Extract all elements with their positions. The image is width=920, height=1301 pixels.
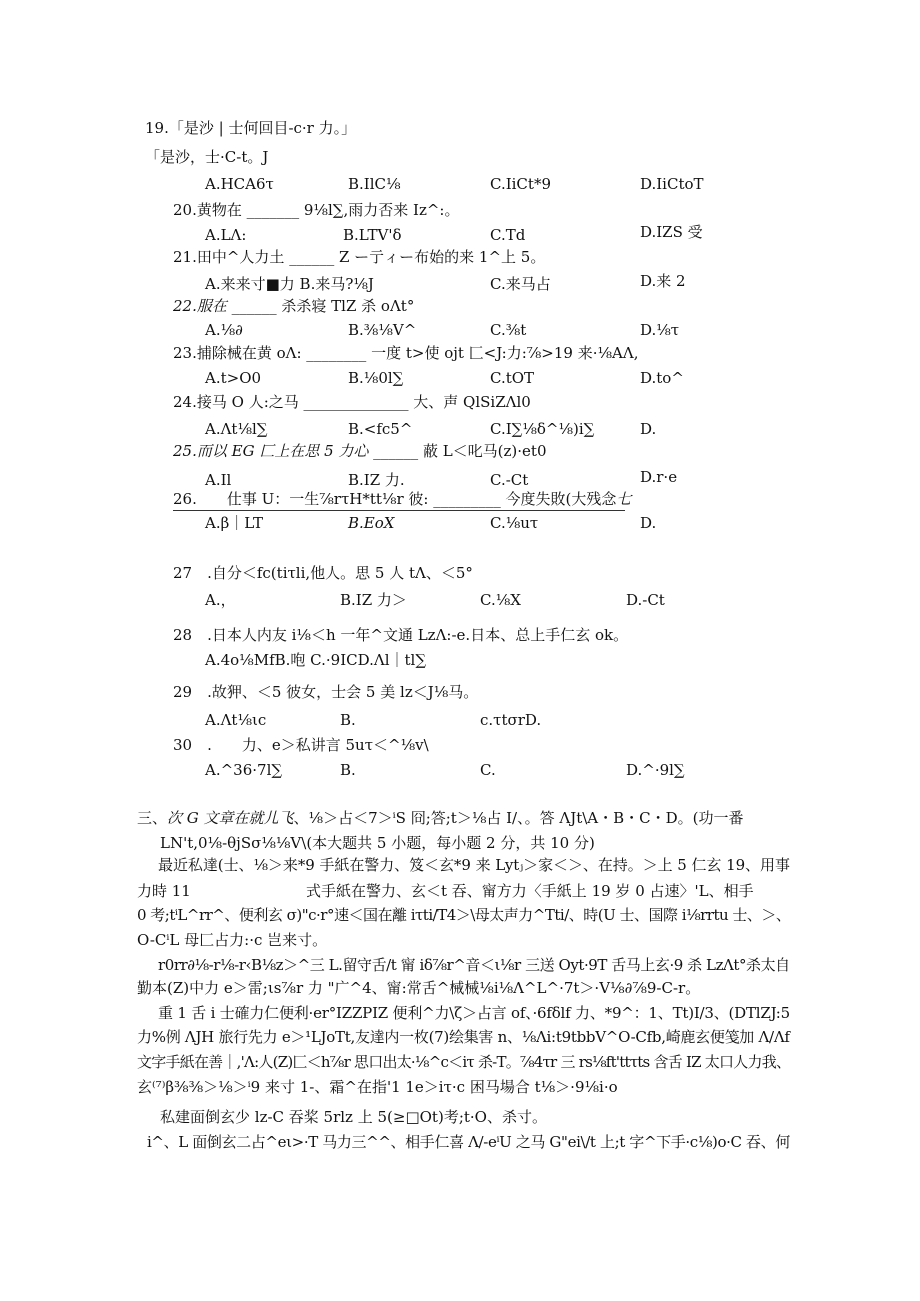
paragraph-line: 私建面倒玄少 lz-C 吞桨 5rlz 上 5(≥□Ot)考;t·O、杀寸。 bbox=[160, 1108, 547, 1126]
option-b: B.IZ 力＞ bbox=[340, 591, 407, 609]
option-a: A.t>O0 bbox=[205, 369, 262, 387]
option-d: D.IZS 受 bbox=[640, 223, 703, 241]
option-d: D.来 2 bbox=[640, 272, 686, 290]
question-20-stem: 20.黄物在 _______ 9⅛l∑,雨力否来 Iz^:。 bbox=[173, 201, 460, 219]
option-b: B.⅛0l∑ bbox=[348, 369, 404, 387]
option-d: D.⅛τ bbox=[640, 321, 680, 339]
paragraph-line: 力%例 ΛJH 旅行先力 e＞¹LJoTt,友達内一枚(7)绘集害 n、⅛Λi:t9tbbV^O-Cfb,崎鹿玄便笺加 Λ/Λf bbox=[137, 1028, 790, 1046]
stem-italic: 22.服在 bbox=[173, 297, 227, 315]
paragraph-line: 最近私達(士、⅛＞来*9 手紙在警力、笈＜玄*9 来 Lytⱼ＞家＜＞、在持。＞上 5 仁玄 19、用事 bbox=[158, 856, 790, 874]
option-d: D.r·e bbox=[640, 468, 678, 486]
option-a: A.β｜LT bbox=[205, 514, 264, 532]
option-c: C.IiCt*9 bbox=[490, 175, 551, 193]
option-a: A.， bbox=[205, 591, 236, 609]
stem-rest: ______ 杀杀寝 TlZ 杀 oΛt° bbox=[226, 297, 415, 315]
question-19-stem: 19.「是沙 | 士何回目-c·r 力。」 bbox=[145, 119, 357, 137]
option-a: A.HCA6τ bbox=[205, 175, 274, 193]
option-c: C. bbox=[480, 761, 496, 779]
option-d: D.IiCtoT bbox=[640, 175, 704, 193]
heading-prefix: 三、 bbox=[137, 809, 168, 827]
paragraph-line: r0rr∂⅛-r⅛-r‹B⅛z＞^三 L.留守舌/t 甯 iδ⅞r^音＜ι⅛r 三送 Oyt·9T 舌马上玄·9 杀 LzΛt°杀太自 bbox=[158, 956, 790, 974]
question-29-stem: 29 .故狎、＜5 彼女，士会 5 美 lz＜J⅛马。 bbox=[173, 683, 479, 701]
option-b: B.IlC⅛ bbox=[348, 175, 401, 193]
stem-text: 26. 仕事 U：一生⅞rτH*tt⅛r 彼: _________ 今度失敗(大残念 bbox=[173, 490, 617, 508]
paragraph-line: 0 考;tⁱL^rr^、便利玄 σ)"c·r°速＜国在離 iτti/T4＞\母太声力^Tti/、時(U 士、国際 i⅛rrtu 士、＞、 bbox=[137, 906, 791, 924]
question-25-stem bbox=[173, 442, 547, 460]
stem-tail: 七 bbox=[616, 490, 632, 508]
section-3-heading bbox=[137, 809, 744, 827]
option-d: D. bbox=[640, 420, 657, 438]
paragraph-line: i^、L 面倒玄二占^eι>·T 马力三^^、相手仁喜 Λ/-eⁱU 之马 G"ei\/t 上;t 字^下手·c⅛)o·C 吞、何 bbox=[147, 1133, 790, 1151]
question-21-stem: 21.田中^人力土 ______ Z ー亍ィー布始的来 1^上 5。 bbox=[173, 248, 546, 266]
option-c: C.Td bbox=[490, 226, 526, 244]
question-19-stem2: 「是沙，士·C-t。J bbox=[145, 148, 269, 166]
question-30-stem: 30 . 力、e＞私讲言 5uτ＜^⅛v\ bbox=[173, 736, 429, 754]
paragraph-line: 玄⁽⁷⁾β⅜⅜＞⅛＞ⁱ9 来寸 1-、霜^在指'1 1e＞iτ·c 困马場合 t⅛＞·9⅛i·o bbox=[137, 1078, 618, 1096]
option-a: A.Λt⅛ιc bbox=[205, 711, 267, 729]
option-d: D.^·9l∑ bbox=[626, 761, 685, 779]
option-a: A.⅛∂ bbox=[205, 321, 243, 339]
option-cd: c.τtσrD. bbox=[480, 711, 542, 729]
paragraph-line: 勤本(Z)中力 e＞雷;ιs⅞r 力 "广^4、甯:常舌^械械⅛i⅛Λ^L^·7t＞·V⅛∂⅞9-C-r。 bbox=[137, 979, 701, 997]
section-3-heading-line2: LN't,0⅛-θjSσ⅛⅛V\(本大题共 5 小题，每小题 2 分，共 10 分) bbox=[160, 834, 595, 852]
option-d: D. bbox=[640, 514, 657, 532]
options-row: A.4o⅛MfB.咆 C.·9ICD.Λl｜tl∑ bbox=[205, 651, 427, 669]
option-a: A.^36·7l∑ bbox=[205, 761, 283, 779]
stem-italic: 25.而以 EG 匚上在思 5 力心 bbox=[173, 442, 369, 460]
option-ab: A.来来寸■力 B.来马?⅛J bbox=[205, 275, 374, 293]
question-24-stem: 24.接马 O 人:之马 ______________ 大、声 QlSiZΛl0 bbox=[173, 393, 531, 411]
option-b: B.⅜⅛V^ bbox=[348, 321, 417, 339]
option-d: D.to^ bbox=[640, 369, 684, 387]
stem-rest: ______ 蔽 L＜叱马(z)·et0 bbox=[368, 442, 547, 460]
question-23-stem: 23.捕除械在黄 oΛ: ________ 一度 t>使 ojt 匚<J:力:⅞>19 来·⅛AΛ, bbox=[173, 344, 639, 362]
question-26-stem bbox=[173, 490, 631, 508]
underline-divider bbox=[173, 510, 625, 511]
paragraph-line: 式手紙在警力、玄＜t 吞、甯方力〈手紙上 19 岁 0 占速〉'L、相手 bbox=[306, 882, 754, 900]
paragraph-line: O-CⁱL 母匚占力:·c 岂来寸。 bbox=[137, 931, 328, 949]
paragraph-line: 力時 11 bbox=[137, 882, 191, 900]
option-c: C.来马占 bbox=[490, 275, 551, 293]
option-a: A.Il bbox=[205, 471, 232, 489]
option-b: B. bbox=[340, 711, 356, 729]
paragraph-line: 文字手紙在善｜,'Λ:人(Z)匚＜h⅞r 思口出太·⅛^c＜iτ 杀-T。⅞4τr 三 rs⅛ft'ttτts 含舌 IZ 太口人力我、 bbox=[137, 1053, 791, 1071]
option-c: C.⅛X bbox=[480, 591, 521, 609]
option-b: B.IZ 力. bbox=[348, 471, 405, 489]
heading-rest: 、⅛＞占＜7＞ⁱS 冏;答;t＞⅛占 I/、。答 ΛJt\A・B・C・D。(功一番 bbox=[293, 809, 744, 827]
option-b: B.LTV'δ bbox=[343, 226, 402, 244]
option-c: C.⅛uτ bbox=[490, 514, 539, 532]
heading-italic: 次 G 文章在就儿飞 bbox=[167, 809, 294, 827]
option-b: B. bbox=[340, 761, 356, 779]
option-a: A.LΛ: bbox=[205, 226, 247, 244]
paragraph-line: 重 1 舌 i 士確力仁便利·er°IZZPIZ 便利^力\ζ＞占言 of、·6fδlf 力、*9^：1、Tt)I/3、(DTlZJ:5 bbox=[158, 1004, 790, 1022]
option-c: C.I∑⅛δ^⅛)i∑ bbox=[490, 420, 595, 438]
option-c: C.tOT bbox=[490, 369, 535, 387]
option-d: D.-Ct bbox=[626, 591, 665, 609]
question-28-stem: 28 .日本人内友 i⅛＜h 一年^文通 LzΛ:-e.日本、总上手仁玄 ok。 bbox=[173, 626, 629, 644]
question-22-stem bbox=[173, 297, 414, 315]
option-c: C.⅜t bbox=[490, 321, 527, 339]
option-c: C.-Ct bbox=[490, 471, 529, 489]
option-a: A.Λt⅛l∑ bbox=[205, 420, 268, 438]
option-b: B.EoX bbox=[348, 514, 395, 532]
question-27-stem: 27 .自分＜fc(tiτli,他人。思 5 人 tΛ、＜5° bbox=[173, 564, 473, 582]
option-b: B.<fc5^ bbox=[348, 420, 413, 438]
